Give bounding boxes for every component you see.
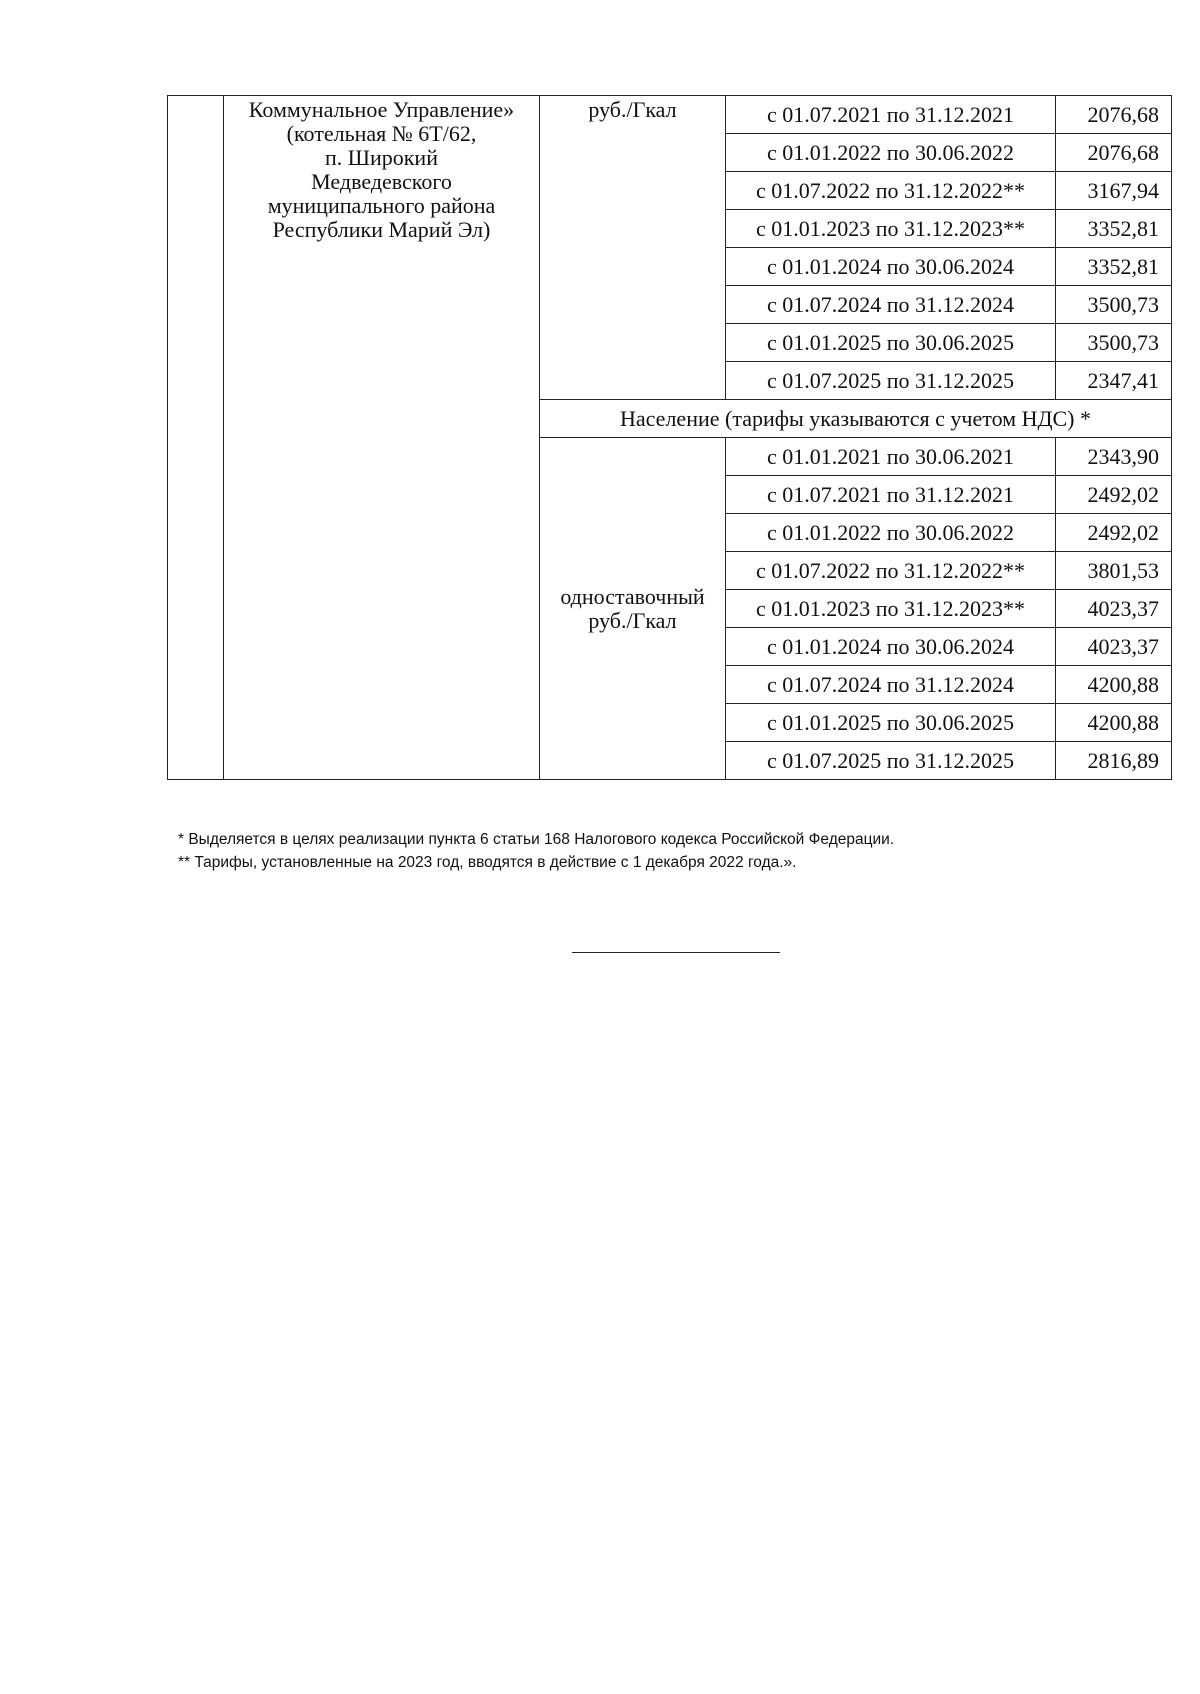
tariff-value-cell: 4023,37 (1056, 628, 1172, 666)
organization-line: (котельная № 6Т/62, (286, 121, 477, 146)
period-cell: с 01.01.2025 по 30.06.2025 (726, 704, 1056, 742)
period-cell: с 01.07.2025 по 31.12.2025 (726, 742, 1056, 780)
period-cell: с 01.07.2021 по 31.12.2021 (726, 476, 1056, 514)
period-cell: с 01.01.2025 по 30.06.2025 (726, 324, 1056, 362)
tariff-value-cell: 3352,81 (1056, 210, 1172, 248)
period-cell: с 01.07.2022 по 31.12.2022** (726, 552, 1056, 590)
tariff-value-cell: 2347,41 (1056, 362, 1172, 400)
organization-line: Республики Марий Эл) (272, 217, 491, 242)
period-cell: с 01.01.2023 по 31.12.2023** (726, 590, 1056, 628)
period-cell: с 01.01.2024 по 30.06.2024 (726, 628, 1056, 666)
organization-cell (224, 96, 540, 780)
tariff-value-cell: 4023,37 (1056, 590, 1172, 628)
period-cell: с 01.07.2022 по 31.12.2022** (726, 172, 1056, 210)
period-cell: с 01.01.2024 по 30.06.2024 (726, 248, 1056, 286)
tariff-value-cell: 3500,73 (1056, 286, 1172, 324)
period-cell: с 01.07.2025 по 31.12.2025 (726, 362, 1056, 400)
tariff-value-cell: 3801,53 (1056, 552, 1172, 590)
unit-cell: руб./Гкал (540, 96, 726, 400)
population-header: Население (тарифы указываются с учетом НДС) * (540, 400, 1172, 438)
tariff-value-cell: 3167,94 (1056, 172, 1172, 210)
tariff-value-cell: 2343,90 (1056, 438, 1172, 476)
table-row (168, 96, 1172, 134)
tariff-value-cell: 4200,88 (1056, 704, 1172, 742)
tariff-value-cell: 2076,68 (1056, 96, 1172, 134)
organization-line: Медведевского (311, 169, 452, 194)
organization-line: Коммунальное Управление» (248, 97, 515, 122)
tariff-table (167, 95, 1172, 780)
footnotes (178, 828, 1138, 874)
organization-line: п. Широкий (325, 145, 438, 170)
footnote-vat: * Выделяется в целях реализации пункта 6 статьи 168 Налогового кодекса Российской Федерации. (178, 831, 895, 848)
tariff-value-cell: 2492,02 (1056, 476, 1172, 514)
tariff-value-cell: 3500,73 (1056, 324, 1172, 362)
tariff-value-cell: 2076,68 (1056, 134, 1172, 172)
population-unit-cell (540, 438, 726, 780)
period-cell: с 01.07.2024 по 31.12.2024 (726, 666, 1056, 704)
period-cell: с 01.07.2021 по 31.12.2021 (726, 96, 1056, 134)
tariff-type-label: одноставочный (560, 583, 705, 609)
unit-label: руб./Гкал (588, 607, 677, 633)
tariff-value-cell: 2492,02 (1056, 514, 1172, 552)
period-cell: с 01.01.2023 по 31.12.2023** (726, 210, 1056, 248)
tariff-value-cell: 4200,88 (1056, 666, 1172, 704)
period-cell: с 01.01.2021 по 30.06.2021 (726, 438, 1056, 476)
period-cell: с 01.01.2022 по 30.06.2022 (726, 134, 1056, 172)
organization-line: муниципального района (267, 193, 496, 218)
period-cell: с 01.01.2022 по 30.06.2022 (726, 514, 1056, 552)
tariff-value-cell: 3352,81 (1056, 248, 1172, 286)
footnote-2023-tariffs: ** Тарифы, установленные на 2023 год, вводятся в действие с 1 декабря 2022 года.». (178, 854, 797, 871)
period-cell: с 01.07.2024 по 31.12.2024 (726, 286, 1056, 324)
tariff-value-cell: 2816,89 (1056, 742, 1172, 780)
row-number-cell (168, 96, 224, 780)
end-of-document-rule (572, 952, 780, 953)
